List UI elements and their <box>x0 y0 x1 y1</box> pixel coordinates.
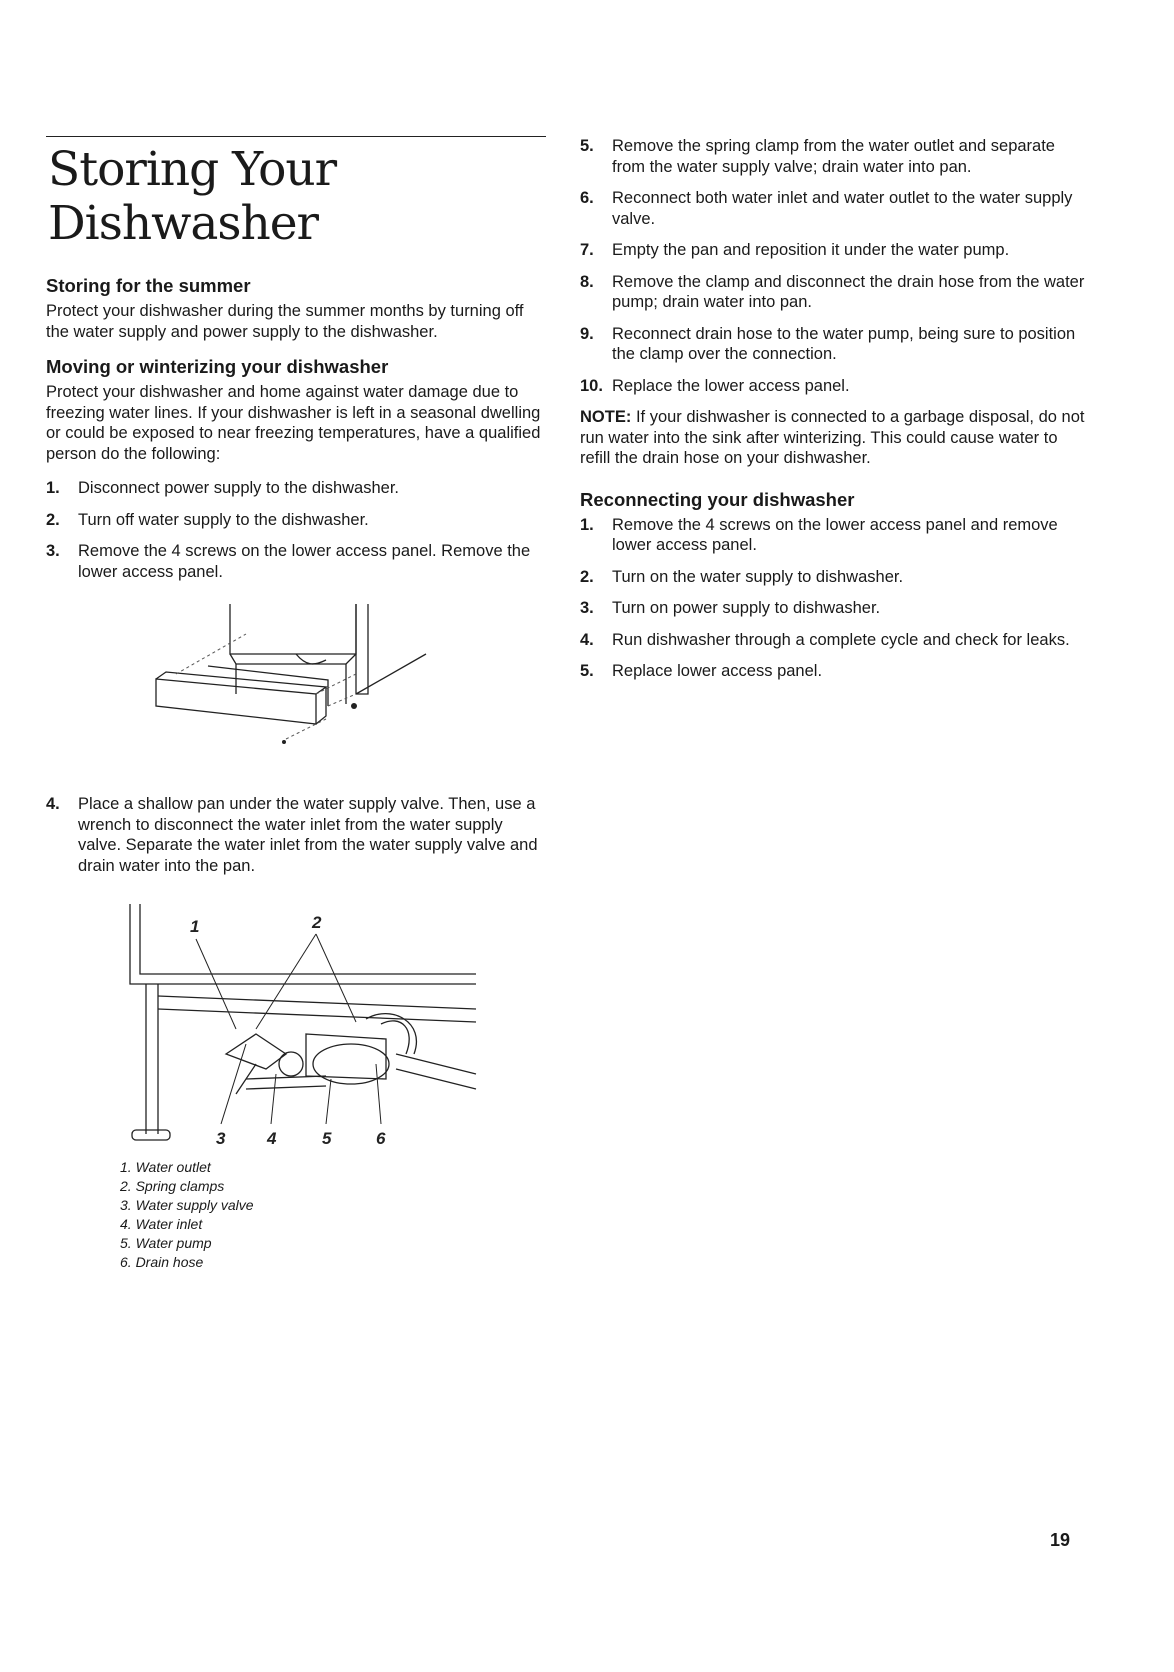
list-item: 2. Turn on the water supply to dishwasher. <box>580 567 904 586</box>
list-item: 3. Turn on power supply to dishwasher. <box>580 599 881 618</box>
legend-item: 1. Water outlet <box>120 1159 211 1176</box>
list-item: 6. Reconnect both water inlet and water outlet to the water supply valve. <box>580 189 1073 228</box>
legend-item: 3. Water supply valve <box>120 1197 254 1214</box>
winterizing-body: Protect your dishwasher and home against water damage due to freezing water lines. If your dishwasher is left in a seasonal dwelling or could be exposed to near freezing temperatures, have a qualified person do the following: <box>46 383 541 463</box>
callout-1: 1 <box>190 917 200 937</box>
page-number: 19 <box>1050 1530 1071 1550</box>
legend-item: 6. Drain hose <box>120 1254 204 1271</box>
winterizing-steps-a <box>46 478 546 582</box>
list-item: 1. Disconnect power supply to the dishwasher. <box>46 479 400 498</box>
callout-6: 6 <box>376 1129 386 1149</box>
list-item: 10. Replace the lower access panel. <box>580 376 850 395</box>
list-item: 5. Remove the spring clamp from the water outlet and separate from the water supply valve; drain water into pan. <box>580 137 1055 176</box>
storing-summer-body: Protect your dishwasher during the summer months by turning off the water supply and power supply to the dishwasher. <box>46 302 524 341</box>
list-item: 2. Turn off water supply to the dishwasher. <box>46 510 369 529</box>
winterizing-heading: Moving or winterizing your dishwasher <box>46 356 389 378</box>
list-item: 8. Remove the clamp and disconnect the drain hose from the water pump; drain water into pan. <box>580 272 1085 311</box>
winterizing-steps-b <box>46 794 546 876</box>
water-connections-drawing <box>126 904 486 1154</box>
list-item: 1. Remove the 4 screws on the lower access panel and remove lower access panel. <box>580 515 1058 555</box>
right-column <box>580 136 1090 693</box>
legend-item: 5. Water pump <box>120 1235 212 1252</box>
figure-legend <box>120 1158 546 1272</box>
list-item: 4. Place a shallow pan under the water supply valve. Then, use a wrench to disconnect the water inlet from the water supply valve. Separate the water inlet from the water supply valve and drain water into the pan. <box>46 795 538 875</box>
list-item: 4. Run dishwasher through a complete cycle and check for leaks. <box>580 630 1070 649</box>
list-item: 7. Empty the pan and reposition it under the water pump. <box>580 241 1010 259</box>
note-label: NOTE: <box>580 408 632 426</box>
reconnecting-steps <box>580 515 1090 682</box>
access-panel-illustration <box>146 594 546 774</box>
callout-3: 3 <box>216 1129 226 1149</box>
legend-item: 2. Spring clamps <box>120 1178 225 1195</box>
callout-2: 2 <box>312 913 322 933</box>
list-item: 5. Replace lower access panel. <box>580 662 823 681</box>
winterizing-steps-c <box>580 136 1090 396</box>
title-rule <box>46 136 546 137</box>
storing-summer-heading: Storing for the summer <box>46 275 251 297</box>
legend-item: 4. Water inlet <box>120 1216 203 1233</box>
page-title: Storing Your Dishwasher <box>48 142 337 252</box>
left-column <box>46 136 546 1272</box>
winterizing-note <box>580 407 1090 469</box>
list-item: 9. Reconnect drain hose to the water pump, being sure to position the clamp over the connection. <box>580 324 1076 363</box>
list-item: 3. Remove the 4 screws on the lower access panel. Remove the lower access panel. <box>46 542 531 581</box>
note-text: If your dishwasher is connected to a garbage disposal, do not run water into the sink after winterizing. This could cause water to refill the drain hose on your dishwasher. <box>580 408 1085 467</box>
callout-4: 4 <box>267 1129 277 1149</box>
reconnecting-heading: Reconnecting your dishwasher <box>580 488 855 510</box>
callout-5: 5 <box>322 1129 332 1149</box>
water-connections-illustration <box>126 904 546 1154</box>
access-panel-drawing <box>146 594 466 774</box>
